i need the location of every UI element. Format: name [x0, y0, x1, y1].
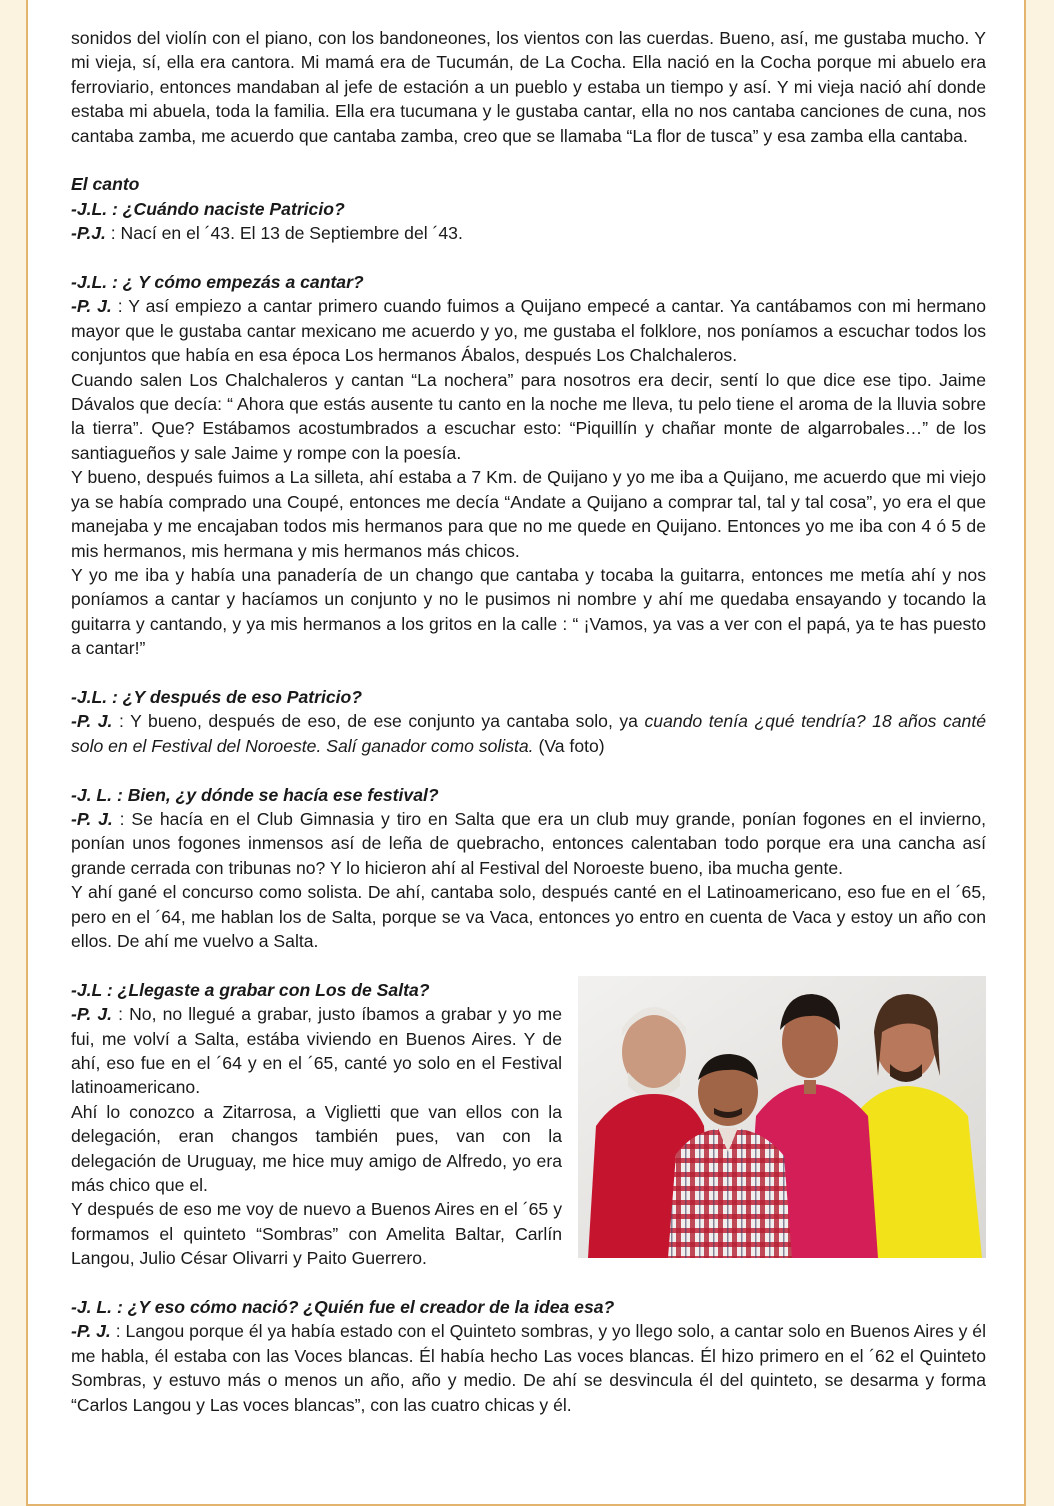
answer-text: : Y bueno, después de eso, de ese conjunto ya cantaba solo, ya	[112, 711, 645, 732]
interview-question: -J.L. : ¿Cuándo naciste Patricio?	[71, 198, 345, 219]
intro-paragraph: sonidos del violín con el piano, con los bandoneones, los vientos con las cuerdas. Bueno, así, me gustaba mucho. Y mi vieja, sí, ella era cantora. Mi mamá era de Tucumán, de La Cocha. Ella nació en la Cocha porque mi abuelo era ferroviario, entonces mandaban al jefe de estación a un pueblo y estaba un tiempo y así. Y mi vieja nació ahí donde estaba mi abuela, toda la familia. Ella era tucumana y le gustaba cantar, ella no nos cantaba canciones de cuna, nos cantaba zamba, me acuerdo que cantaba zamba, creo que se llamaba “La flor de tusca” y esa zamba ella cantaba.	[71, 28, 986, 146]
speaker-label: -P.J.	[71, 223, 106, 244]
answer-paragraph: Y ahí gané el concurso como solista. De ahí, cantaba solo, después canté en el Latinoamericano, eso fue en el ´65, pero en el ´64, me hablan los de Salta, porque se va Vaca, entonces yo entro en cuenta de Vaca y estoy un año con ellos. De ahí me vuelvo a Salta.	[71, 882, 986, 951]
article-body	[71, 26, 986, 1417]
speaker-label: -P. J.	[71, 1004, 112, 1025]
interview-answer	[71, 709, 986, 758]
answer-text: : No, no llegué a grabar, justo íbamos a grabar y yo me fui, me volví a Salta, estába viviendo en Buenos Aires. Y de ahí, eso fue en el ´64 y en el ´65, canté yo solo en el Festival latinoamericano.	[71, 1004, 563, 1098]
answer-text: : Se hacía en el Club Gimnasia y tiro en Salta que era un club muy grande, ponían fogones en el invierno, ponían unos fogones inmensos así de leña de quebracho, entonces calentaban todo porque era una cancha así grande cerrada con tribunas no? Y lo hicieron ahí al Festival del Noroeste bueno, iba mucha gente.	[71, 808, 987, 878]
group-photo	[578, 976, 986, 1258]
interview-question: -J. L. : ¿Y eso cómo nació? ¿Quién fue el creador de la idea esa?	[71, 1297, 615, 1318]
interview-answer	[71, 1319, 986, 1417]
interview-question: -J.L. : ¿ Y cómo empezás a cantar?	[71, 272, 364, 293]
speaker-label: -P. J.	[71, 808, 113, 829]
answer-paragraph: Y yo me iba y había una panadería de un chango que cantaba y tocaba la guitarra, entonces me metía ahí y nos poníamos a cantar y hacíamos un conjunto y no le pusimos ni nombre y ahí me quedaba ensayando y tocando la guitarra y cantando, y ya mis hermanos a los gritos en la calle : “ ¡Vamos, ya vas a ver con el papá, ya te has puesto a cantar!”	[71, 564, 986, 659]
interview-answer	[71, 807, 986, 880]
speaker-label: -P. J.	[71, 1321, 111, 1342]
answer-paragraph: Y bueno, después fuimos a La silleta, ahí estaba a 7 Km. de Quijano y yo me iba a Quijano, me acuerdo que mi viejo ya se había comprado una Coupé, entonces me decía “Andate a Quijano a comprar tal, tal y tal cosa”, yo era el que manejaba y me encajaban todos mis hermanos para que no me quede en Quijano. Entonces yo me iba con 4 ó 5 de mis hermanos, mis hermana y mis hermanos más chicos.	[71, 467, 986, 561]
interview-question: -J.L : ¿Llegaste a grabar con Los de Salta?	[71, 979, 430, 1000]
speaker-label: -P. J.	[71, 711, 113, 732]
photo-section	[71, 978, 986, 1271]
answer-text: : Y así empiezo a cantar primero cuando fuimos a Quijano empecé a cantar. Ya cantábamos con mi hermano mayor que le gustaba cantar mexicano me acuerdo y yo, me gustaba el folklore, nos poníamos a escuchar todos los conjuntos que había en esa época Los hermanos Ábalos, después Los Chalchaleros.	[71, 296, 987, 366]
group-photo-illustration	[578, 976, 986, 1258]
answer-tail-text: (Va foto)	[533, 735, 605, 756]
speaker-label: -P. J.	[71, 296, 112, 317]
answer-paragraph: Ahí lo conozco a Zitarrosa, a Viglietti que van ellos con la delegación, eran changos también pues, van con la delegación de Uruguay, me hice muy amigo de Alfredo, yo era más chico que el.	[71, 1101, 562, 1196]
interview-question: -J.L. : ¿Y después de eso Patricio?	[71, 686, 363, 707]
answer-italic-text: cuando tenía ¿qué tendría? 18 años canté solo en el Festival del Noroeste. Salí ganador como solista.	[71, 711, 986, 756]
interview-question: -J. L. : Bien, ¿y dónde se hacía ese festival?	[71, 784, 439, 805]
answer-paragraph: Cuando salen Los Chalchaleros y cantan “La nochera” para nosotros era decir, sentí lo que dice ese tipo. Jaime Dávalos que decía: “ Ahora que estás ausente tu canto en la noche me lleva, tu pelo tiene el aroma de la lluvia sobre la tierra”. Que? Estábamos acostumbrados a escuchar esto: “Piquillín y chañar monte de algarrobales…” de los santiagueños y sale Jaime y rompe con la poesía.	[71, 369, 986, 463]
interview-answer	[71, 221, 986, 245]
answer-text: : Nací en el ´43. El 13 de Septiembre del ´43.	[105, 223, 463, 244]
answer-text: : Langou porque él ya había estado con el Quinteto sombras, y yo llego solo, a cantar solo en Buenos Aires y él me habla, él estaba con las Voces blancas. Él había hecho Las voces blancas. Él hizo primero en el ´62 el Quinteto Sombras, y estuvo más o menos un año, año y medio. De ahí se desvincula él del quinteto, se desarma y forma “Carlos Langou y Las voces blancas”, con las cuatro chicas y él.	[71, 1321, 986, 1415]
answer-paragraph: Y después de eso me voy de nuevo a Buenos Aires en el ´65 y formamos el quinteto “Sombras” con Amelita Baltar, Carlín Langou, Julio César Olivarri y Paito Guerrero.	[71, 1199, 562, 1269]
interview-answer	[71, 294, 986, 367]
section-title: El canto	[71, 174, 140, 195]
